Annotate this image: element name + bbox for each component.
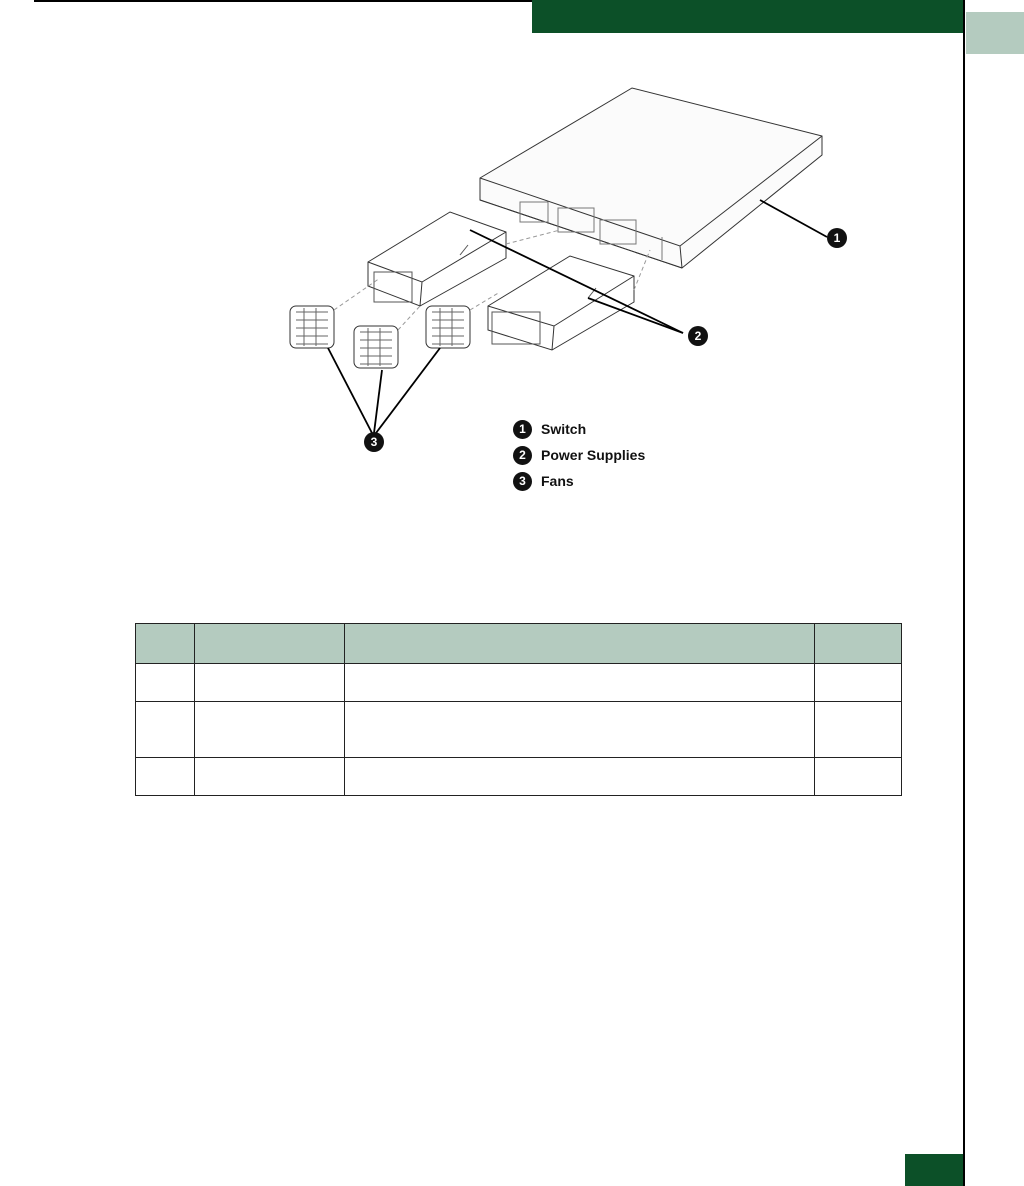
- page-number-box: [905, 1154, 963, 1186]
- right-margin-rule: [963, 0, 965, 1186]
- table-cell: [136, 758, 195, 796]
- chapter-tab: [966, 12, 1024, 54]
- table-cell: [136, 664, 195, 702]
- top-rule: [34, 0, 532, 2]
- table-row: [136, 702, 902, 758]
- power-supply-2: [488, 256, 634, 350]
- legend-label: Fans: [541, 473, 574, 489]
- svg-text:2: 2: [694, 329, 702, 343]
- callout-3-badge: [364, 432, 384, 452]
- svg-text:3: 3: [370, 435, 378, 449]
- table-cell: [345, 664, 815, 702]
- table-row: [136, 758, 902, 796]
- table-cell: [345, 758, 815, 796]
- table-cell: [815, 758, 902, 796]
- legend-item-fans: [513, 468, 645, 494]
- table-header-cell: [136, 624, 195, 664]
- table-header-cell: [815, 624, 902, 664]
- svg-text:1: 1: [833, 231, 841, 245]
- fan-2: [354, 326, 398, 368]
- table-cell: [195, 664, 345, 702]
- table-header-cell: [345, 624, 815, 664]
- header-bar: [532, 0, 964, 33]
- callout-2-badge: [688, 326, 708, 346]
- legend-item-switch: [513, 416, 645, 442]
- legend-badge: 3: [513, 472, 532, 491]
- table-cell: [815, 702, 902, 758]
- callout-1-badge: [827, 228, 847, 248]
- legend-label: Switch: [541, 421, 587, 437]
- fru-table: [135, 623, 902, 796]
- switch-chassis: [480, 88, 822, 268]
- legend-badge: 2: [513, 446, 532, 465]
- table-header-row: [136, 624, 902, 664]
- power-supply-1: [368, 212, 506, 306]
- legend-label: Power Supplies: [541, 447, 646, 463]
- table-cell: [815, 664, 902, 702]
- table-row: [136, 664, 902, 702]
- table-header-cell: [195, 624, 345, 664]
- table-cell: [345, 702, 815, 758]
- table-cell: [195, 702, 345, 758]
- legend-item-power-supplies: [513, 442, 645, 468]
- legend-badge: 1: [513, 420, 532, 439]
- fan-3: [426, 306, 470, 348]
- table-cell: [195, 758, 345, 796]
- table-cell: [136, 702, 195, 758]
- figure-legend: [513, 416, 645, 494]
- fan-1: [290, 306, 334, 348]
- switch-fru-illustration: [270, 80, 870, 460]
